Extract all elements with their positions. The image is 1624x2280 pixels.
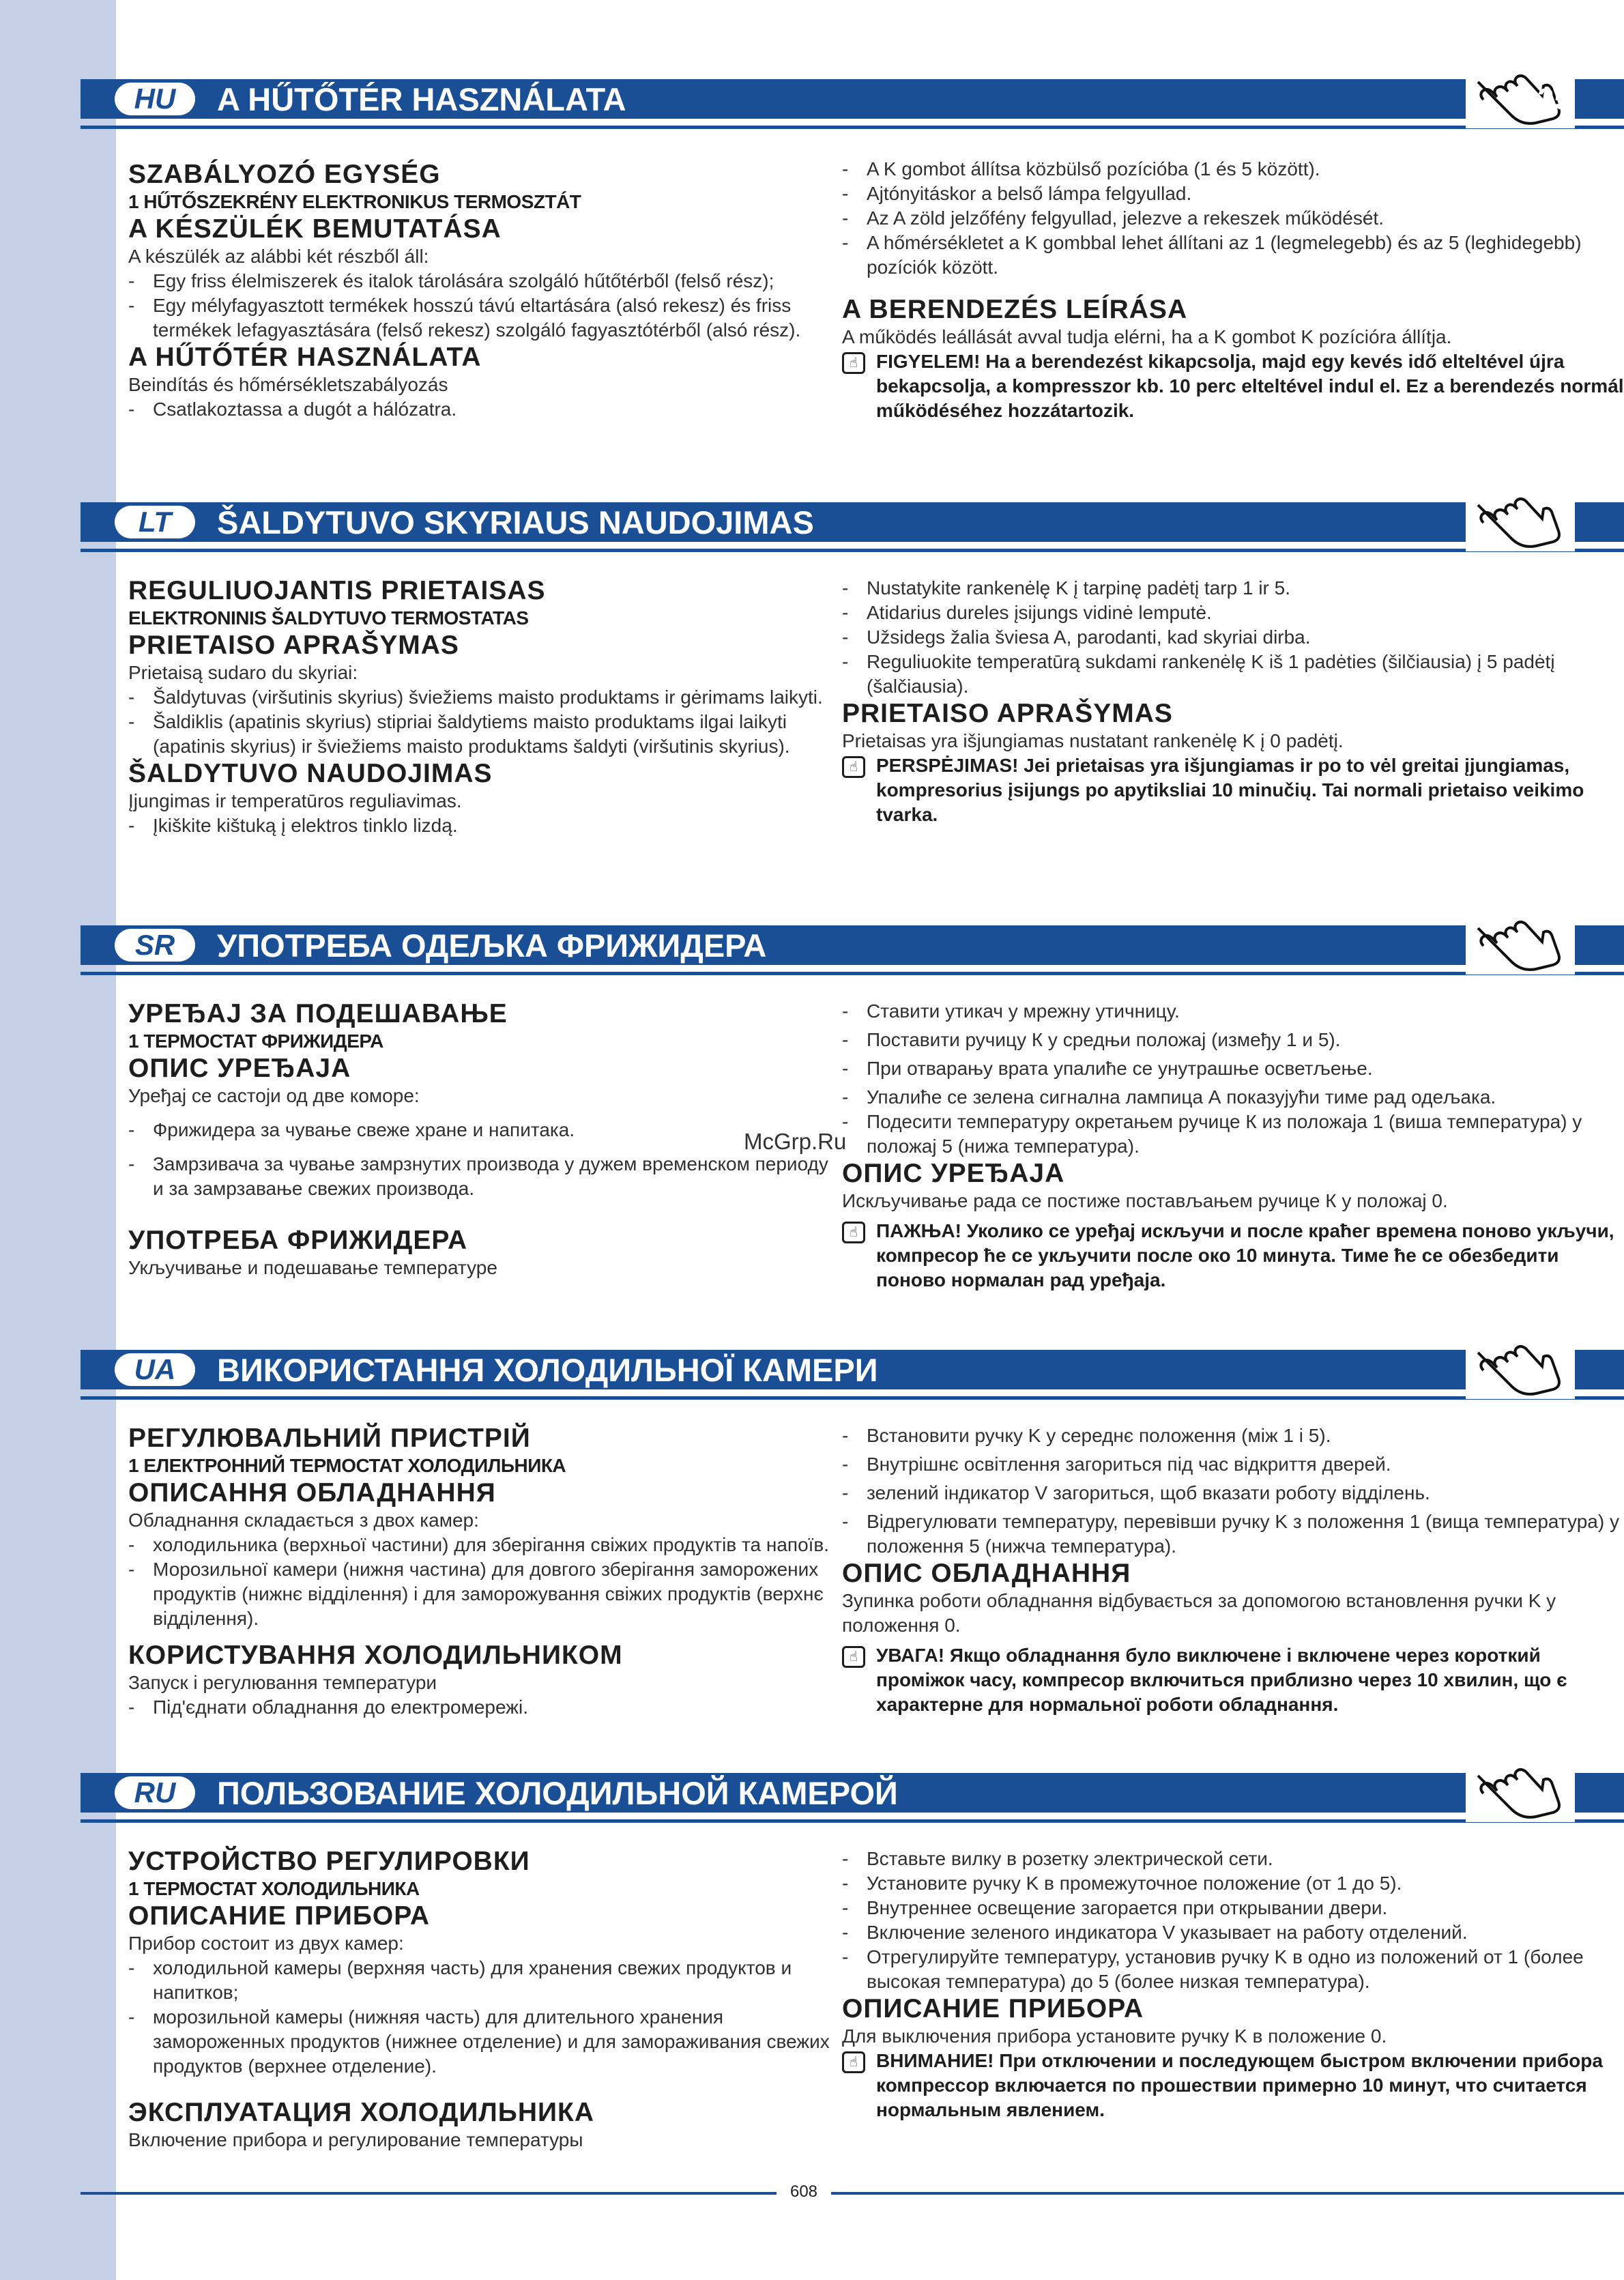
list-item: - Подесити температуру окретањем ручице К из положаја 1 (виша температура) у положај 5 (нижа температура). xyxy=(842,1110,1624,1159)
subheading: 1 ТЕРМОСТАТ ФРИЖИДЕРА xyxy=(128,1030,383,1052)
section-title: ПОЛЬЗОВАНИЕ ХОЛОДИЛЬНОЙ КАМЕРОЙ xyxy=(217,1775,898,1811)
list-item: - Egy mélyfagyasztott termékek hosszú távú eltartására (alsó rekesz) és friss termékek lefagyasztására (felső rekesz) szolgáló fagyasztótérből (alsó rész). xyxy=(128,293,838,343)
warning-note: ☝ FIGYELEM! Ha a berendezést kikapcsolja, majd egy kevés idő elteltével újra bekapcsolja, a kompresszor kb. 10 perc elteltével indul el. Ez a berendezés normál működéséhez hozzátartozik. xyxy=(842,349,1624,423)
paragraph: Обладнання складається з двох камер: xyxy=(128,1510,479,1531)
paragraph: Beindítás és hőmérsékletszabályozás xyxy=(128,374,448,395)
paragraph: Prietaisas yra išjungiamas nustatant rankenėlę K į 0 padėtį. xyxy=(842,730,1344,751)
subheading: 1 ТЕРМОСТАТ ХОЛОДИЛЬНИКА xyxy=(128,1878,420,1899)
section-header-band xyxy=(81,1761,1624,1822)
section-header-band xyxy=(81,67,1624,128)
right-column xyxy=(842,999,1624,1293)
heading: ОПИСАНИЕ ПРИБОРА xyxy=(842,1994,1144,2023)
language-badge: SR xyxy=(115,929,195,962)
paragraph: Запуск і регулювання температури xyxy=(128,1672,437,1693)
paragraph: Уређај се састоји од две коморе: xyxy=(128,1085,420,1106)
list-item: - Під'єднати обладнання до електромережі. xyxy=(128,1695,838,1720)
warning-note: ☝ ПАЖЊА! Уколико се уређај искључи и после краћег времена поново укључи, компресор ће се укључити после око 10 минута. Тиме ће се обезбедити поново нормалан рад уређаја. xyxy=(842,1219,1624,1293)
warning-icon: ☝ xyxy=(842,2051,865,2073)
language-badge: LT xyxy=(115,506,195,538)
list-item: - Šaldytuvas (viršutinis skyrius) šviežiems maisto produktams ir gėrimams laikyti. xyxy=(128,685,838,710)
list-item: - Šaldiklis (apatinis skyrius) stipriai šaldytiems maisto produktams ilgai laikyti (apatinis skyrius) ir šviežiems maisto produktams šaldyti (viršutinis skyrius). xyxy=(128,710,838,759)
paragraph: Укључивање и подешавање температуре xyxy=(128,1257,497,1278)
list-item: - Nustatykite rankenėlę K į tarpinę padėtį tarp 1 ir 5. xyxy=(842,576,1624,601)
list-item: - Поставити ручицу К у средњи положај (између 1 и 5). xyxy=(842,1028,1624,1052)
heading: PRIETAISO APRAŠYMAS xyxy=(128,631,459,660)
heading: A KÉSZÜLÉK BEMUTATÁSA xyxy=(128,214,502,244)
left-column xyxy=(128,1424,838,1720)
heading: УРЕЂАЈ ЗА ПОДЕШАВАЊЕ xyxy=(128,999,508,1028)
heading: ОПИС УРЕЂАЈА xyxy=(842,1159,1065,1188)
heading: A HŰTŐTÉR HASZNÁLATA xyxy=(128,343,482,372)
list-item: - Фрижидера за чување свеже хране и напитака. xyxy=(128,1118,838,1142)
page-number: 25 xyxy=(1537,83,1571,116)
list-item: - Užsidegs žalia šviesa A, parodanti, kad skyriai dirba. xyxy=(842,625,1624,650)
list-item: - зелений індикатор V загориться, щоб вказати роботу відділень. xyxy=(842,1481,1624,1505)
right-column xyxy=(842,1847,1624,2122)
subheading: ELEKTRONINIS ŠALDYTUVO TERMOSTATAS xyxy=(128,607,529,629)
list-item: - A hőmérsékletet a K gombbal lehet állítani az 1 (legmelegebb) és az 5 (leghidegebb) pozíciók között. xyxy=(842,231,1624,280)
hand-icon xyxy=(1466,1761,1575,1822)
list-item: - Внутреннее освещение загорается при открывании двери. xyxy=(842,1896,1624,1920)
list-item: - Egy friss élelmiszerek és italok tárolására szolgáló hűtőtérből (felső rész); xyxy=(128,269,838,293)
section-lt xyxy=(81,490,1624,906)
heading: SZABÁLYOZÓ EGYSÉG xyxy=(128,160,441,189)
list-item: - Замрзивача за чување замрзнутих производа у дужем временском периоду и за замрзавање свежих производа. xyxy=(128,1152,838,1201)
heading: ОПИС УРЕЂАЈА xyxy=(128,1054,351,1083)
warning-icon: ☝ xyxy=(842,756,865,778)
list-item: - Морозильної камери (нижня частина) для довгого зберігання заморожених продуктів (нижнє відділення) і для заморожування свіжих продуктів (верхнє відділення). xyxy=(128,1557,838,1631)
paragraph: Искључивање рада се постиже постављањем ручице К у положај 0. xyxy=(842,1190,1448,1211)
paragraph: Зупинка роботи обладнання відбувається за допомогою встановлення ручки K у положення 0. xyxy=(842,1590,1556,1636)
footer-page-number: 608 xyxy=(789,2182,818,2201)
language-badge: RU xyxy=(115,1776,195,1809)
heading: РЕГУЛЮВАЛЬНИЙ ПРИСТРІЙ xyxy=(128,1424,531,1453)
heading: ŠALDYTUVO NAUDOJIMAS xyxy=(128,759,493,788)
section-ua xyxy=(81,1338,1624,1761)
list-item: - Включение зеленого индикатора V указывает на работу отделений. xyxy=(842,1920,1624,1945)
left-column xyxy=(128,1847,838,2152)
paragraph: A működés leállását avval tudja elérni, ha a K gombot K pozícióra állítja. xyxy=(842,326,1452,347)
subheading: 1 HŰTŐSZEKRÉNY ELEKTRONIKUS TERMOSZTÁT xyxy=(128,191,581,212)
right-column xyxy=(842,576,1624,827)
language-badge: UA xyxy=(115,1353,195,1386)
left-column xyxy=(128,576,838,838)
section-header-band xyxy=(81,1338,1624,1399)
section-sr xyxy=(81,913,1624,1336)
heading: УСТРОЙСТВО РЕГУЛИРОВКИ xyxy=(128,1847,530,1876)
warning-note: ☝ PERSPĖJIMAS! Jei prietaisas yra išjungiamas ir po to vėl greitai įjungiamas, kompresorius įsijungs po apytiksliai 10 minučių. Tai normali prietaiso veikimo tvarka. xyxy=(842,753,1624,827)
list-item: - Вставьте вилку в розетку электрической сети. xyxy=(842,1847,1624,1871)
language-badge: HU xyxy=(115,83,195,115)
warning-note: ☝ ВНИМАНИЕ! При отключении и последующем быстром включении прибора компрессор включается по прошествии примерно 10 минут, что считается нормальным явлением. xyxy=(842,2049,1624,2122)
list-item: - холодильника (верхньої частини) для зберігання свіжих продуктів та напоїв. xyxy=(128,1533,838,1557)
list-item: - морозильной камеры (нижняя часть) для длительного хранения замороженных продуктов (нижнее отделение) и для замораживания свежих продуктов (верхнее отделение). xyxy=(128,2005,838,2079)
list-item: - Csatlakoztassa a dugót a hálózatra. xyxy=(128,397,838,422)
list-item: - Відрегулювати температуру, перевівши ручку K з положення 1 (вища температура) у положення 5 (нижча температура). xyxy=(842,1510,1624,1559)
heading: A BERENDEZÉS LEÍRÁSA xyxy=(842,295,1188,324)
list-item: - Упалиће се зелена сигнална лампица А показујући тиме рад одељака. xyxy=(842,1085,1624,1110)
section-title: ŠALDYTUVO SKYRIAUS NAUDOJIMAS xyxy=(217,504,814,540)
section-title: УПОТРЕБА ОДЕЉКА ФРИЖИДЕРА xyxy=(217,927,767,964)
footer-rule xyxy=(831,2192,1624,2195)
heading: ОПИС ОБЛАДНАННЯ xyxy=(842,1559,1131,1588)
section-ru xyxy=(81,1761,1624,2184)
section-hu xyxy=(81,67,1624,483)
warning-icon: ☝ xyxy=(842,1222,865,1243)
subheading: 1 ЕЛЕКТРОННИЙ ТЕРМОСТАТ ХОЛОДИЛЬНИКА xyxy=(128,1455,566,1476)
list-item: - Встановити ручку K у середнє положення (між 1 і 5). xyxy=(842,1424,1624,1448)
paragraph: Включение прибора и регулирование температуры xyxy=(128,2129,583,2150)
heading: ОПИСАНИЕ ПРИБОРА xyxy=(128,1901,430,1931)
list-item: - При отварању врата упалиће се унутрашње осветљење. xyxy=(842,1056,1624,1081)
paragraph: Įjungimas ir temperatūros reguliavimas. xyxy=(128,790,462,811)
left-column xyxy=(128,999,838,1280)
list-item: - Внутрішнє освітлення загориться під час відкриття дверей. xyxy=(842,1452,1624,1477)
footer-rule xyxy=(81,2192,777,2195)
list-item: - Установите ручку K в промежуточное положение (от 1 до 5). xyxy=(842,1871,1624,1896)
list-item: - Įkiškite kištuką į elektros tinklo lizdą. xyxy=(128,813,838,838)
watermark: McGrp.Ru xyxy=(744,1129,847,1154)
hand-icon xyxy=(1466,913,1575,975)
list-item: - холодильной камеры (верхняя часть) для хранения свежих продуктов и напитков; xyxy=(128,1956,838,2005)
warning-note: ☝ УВАГА! Якщо обладнання було виключене і включене через короткий проміжок часу, компресор включиться приблизно через 10 хвилин, що є характерне для нормальної роботи обладнання. xyxy=(842,1643,1624,1717)
heading: ЭКСПЛУАТАЦИЯ ХОЛОДИЛЬНИКА xyxy=(128,2098,594,2127)
heading: ОПИСАННЯ ОБЛАДНАННЯ xyxy=(128,1478,496,1507)
list-item: - Atidarius dureles įsijungs vidinė lemputė. xyxy=(842,601,1624,625)
heading: REGULIUOJANTIS PRIETAISAS xyxy=(128,576,546,605)
list-item: - Ajtónyitáskor a belső lámpa felgyullad. xyxy=(842,182,1624,206)
paragraph: Прибор состоит из двух камер: xyxy=(128,1933,404,1954)
section-title: ВИКОРИСТАННЯ ХОЛОДИЛЬНОЇ КАМЕРИ xyxy=(217,1352,878,1388)
section-header-band xyxy=(81,913,1624,975)
heading: УПОТРЕБА ФРИЖИДЕРА xyxy=(128,1226,468,1255)
heading: PRIETAISO APRAŠYMAS xyxy=(842,699,1173,728)
list-item: - Az A zöld jelzőfény felgyullad, jelezve a rekeszek működését. xyxy=(842,206,1624,231)
warning-icon: ☝ xyxy=(842,1646,865,1668)
left-column xyxy=(128,160,838,422)
heading: КОРИСТУВАННЯ ХОЛОДИЛЬНИКОМ xyxy=(128,1641,623,1670)
hand-icon xyxy=(1466,1338,1575,1399)
list-item: - Reguliuokite temperatūrą sukdami rankenėlę K iš 1 padėties (šilčiausia) į 5 padėtį (šalčiausia). xyxy=(842,650,1624,699)
section-title: A HŰTŐTÉR HASZNÁLATA xyxy=(217,81,626,117)
hand-icon xyxy=(1466,490,1575,551)
paragraph: Prietaisą sudaro du skyriai: xyxy=(128,662,358,683)
warning-icon: ☝ xyxy=(842,352,865,374)
paragraph: Для выключения прибора установите ручку K в положение 0. xyxy=(842,2025,1387,2047)
right-column xyxy=(842,1424,1624,1717)
list-item: - A K gombot állítsa közbülső pozícióba (1 és 5 között). xyxy=(842,157,1624,182)
right-column xyxy=(842,157,1624,423)
list-item: - Ставити утикач у мрежну утичницу. xyxy=(842,999,1624,1024)
section-header-band xyxy=(81,490,1624,551)
list-item: - Отрегулируйте температуру, установив ручку K в одно из положений от 1 (более высокая температура) до 5 (более низкая температура). xyxy=(842,1945,1624,1994)
paragraph: A készülék az alábbi két részből áll: xyxy=(128,246,429,267)
